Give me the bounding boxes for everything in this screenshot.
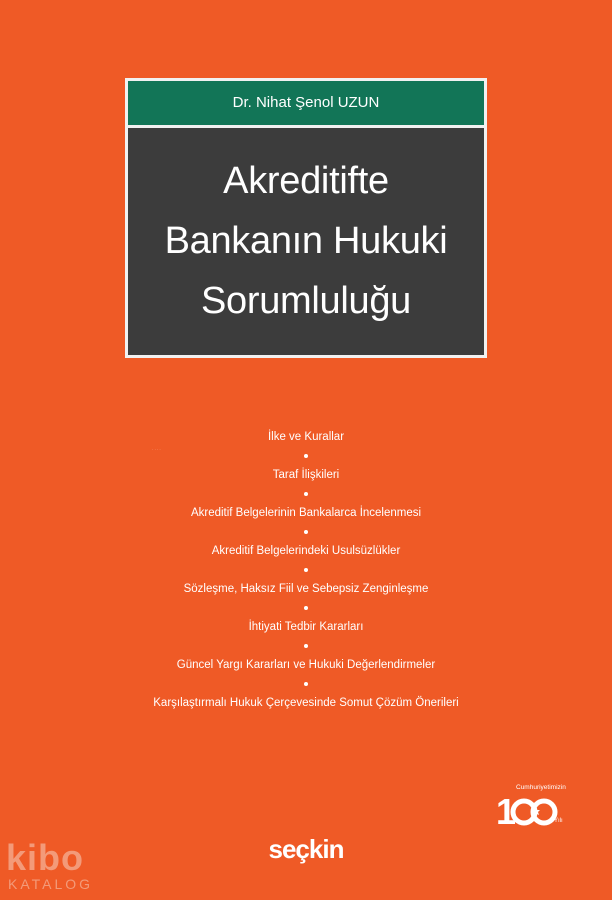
topic-item: Güncel Yargı Kararları ve Hukuki Değerlendirmeler (176, 659, 436, 671)
topic-item: İlke ve Kurallar (267, 431, 345, 443)
small-mark: · · · · (152, 447, 161, 452)
bullet-dot-icon (304, 682, 308, 686)
topic-item: Akreditif Belgelerinin Bankalarca İncelenmesi (190, 507, 422, 519)
watermark-logo: kibo (6, 837, 85, 878)
centennial-badge (494, 784, 572, 830)
bullet-dot-icon (304, 644, 308, 648)
topic-list (0, 428, 612, 712)
publisher-logo: seçkin (268, 834, 344, 864)
title-box (125, 78, 487, 358)
topic-item: Taraf İlişkileri (272, 469, 340, 481)
title-line-3: Sorumluluğu (200, 280, 412, 322)
title-line-1: Akreditifte (223, 160, 389, 202)
bullet-dot-icon (304, 530, 308, 534)
book-title (128, 151, 484, 331)
watermark (6, 837, 94, 892)
topic-item: Akreditif Belgelerindeki Usulsüzlükler (211, 545, 401, 557)
bullet-dot-icon (304, 454, 308, 458)
topic-item: İhtiyati Tedbir Kararları (248, 621, 364, 633)
topic-item: Karşılaştırmalı Hukuk Çerçevesinde Somut Çözüm Önerileri (153, 697, 459, 709)
bullet-dot-icon (304, 606, 308, 610)
topic-item: Sözleşme, Haksız Fiil ve Sebepsiz Zenginleşme (183, 583, 429, 595)
bullet-dot-icon (304, 492, 308, 496)
title-line-2: Bankanın Hukuki (164, 220, 448, 262)
author-name: Dr. Nihat Şenol UZUN (128, 81, 484, 128)
watermark-subtext: KATALOG (8, 876, 94, 892)
svg-text:1: 1 (496, 791, 514, 830)
badge-bottom-text: Yılı (554, 818, 563, 824)
bullet-dot-icon (304, 568, 308, 572)
badge-top-text: Cumhuriyetimizin (516, 784, 566, 791)
